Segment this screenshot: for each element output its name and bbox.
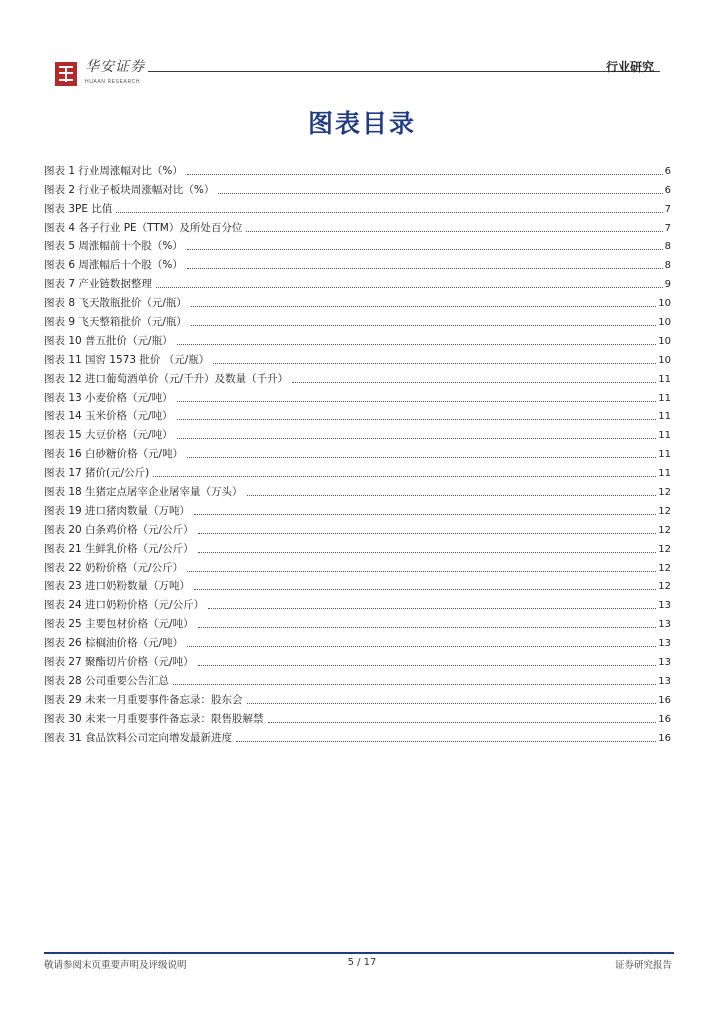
toc-entry[interactable] (44, 480, 671, 499)
toc-leader-dots (268, 722, 657, 723)
toc-entry-page-number[interactable]: 12 (658, 524, 671, 536)
toc-entry-page-number[interactable]: 10 (658, 298, 671, 310)
toc-entry-label[interactable]: 图表 24 进口奶粉价格（元/公斤） (44, 599, 205, 612)
footer-divider (44, 952, 674, 954)
toc-entry-page-number[interactable]: 10 (658, 317, 671, 329)
toc-entry[interactable] (44, 178, 671, 197)
toc-entry[interactable] (44, 386, 671, 405)
toc-leader-dots (187, 646, 656, 647)
toc-entry[interactable] (44, 518, 671, 537)
toc-entry-page-number[interactable]: 11 (658, 430, 671, 442)
toc-entry-page-number[interactable]: 6 (664, 184, 671, 196)
toc-entry-label[interactable]: 图表 28 公司重要公告汇总 (44, 674, 170, 687)
toc-entry[interactable] (44, 593, 671, 612)
page-indicator: 5 / 17 (347, 957, 377, 968)
toc-entry-page-number[interactable]: 12 (658, 505, 671, 517)
toc-entry-label[interactable]: 图表 25 主要包材价格（元/吨） (44, 618, 194, 631)
toc-entry-label[interactable]: 图表 18 生猪定点屠宰企业屠宰量（万头） (44, 486, 243, 499)
toc-entry-page-number[interactable]: 12 (658, 487, 671, 499)
toc-entry-label[interactable]: 图表 29 未来一月重要事件备忘录：股东会 (44, 693, 243, 706)
toc-leader-dots (198, 552, 657, 553)
toc-entry[interactable] (44, 348, 671, 367)
toc-leader-dots (156, 287, 663, 288)
toc-leader-dots (153, 476, 656, 477)
toc-leader-dots (236, 741, 656, 742)
toc-leader-dots (198, 665, 657, 666)
toc-entry-page-number[interactable]: 7 (664, 203, 671, 215)
toc-entry-label[interactable]: 图表 12 进口葡萄酒单价（元/千升）及数量（千升） (44, 372, 289, 385)
toc-entry-page-number[interactable]: 11 (658, 449, 671, 461)
company-logo (55, 59, 145, 91)
toc-leader-dots (177, 438, 657, 439)
toc-entry-page-number[interactable]: 10 (658, 354, 671, 366)
toc-leader-dots (247, 703, 657, 704)
toc-entry[interactable] (44, 669, 671, 688)
toc-entry-page-number[interactable]: 13 (658, 657, 671, 669)
toc-entry-label[interactable]: 图表 27 聚酯切片价格（元/吨） (44, 656, 194, 669)
toc-entry[interactable] (44, 612, 671, 631)
toc-entry[interactable] (44, 556, 671, 575)
toc-entry[interactable] (44, 707, 671, 726)
toc-entry-page-number[interactable]: 8 (664, 260, 671, 272)
toc-entry-label[interactable]: 图表 23 进口奶粉数量（万吨） (44, 580, 191, 593)
toc-entry[interactable] (44, 367, 671, 386)
toc-entry[interactable] (44, 423, 671, 442)
seal-icon (55, 62, 77, 86)
toc-entry[interactable] (44, 650, 671, 669)
toc-leader-dots (177, 344, 657, 345)
toc-entry-page-number[interactable]: 13 (658, 638, 671, 650)
toc-leader-dots (177, 401, 657, 402)
toc-entry[interactable] (44, 405, 671, 424)
toc-entry[interactable] (44, 726, 671, 745)
toc-entry-label[interactable]: 图表 2 行业子板块周涨幅对比（%） (44, 183, 215, 196)
header-section-label: 行业研究 (605, 60, 654, 74)
toc-entry[interactable] (44, 159, 671, 178)
toc-entry-page-number[interactable]: 16 (658, 732, 671, 744)
toc-entry-label[interactable]: 图表 30 未来一月重要事件备忘录：限售股解禁 (44, 712, 264, 725)
toc-entry[interactable] (44, 442, 671, 461)
toc-entry-label[interactable]: 图表 21 生鲜乳价格（元/公斤） (44, 542, 194, 555)
toc-entry[interactable] (44, 235, 671, 254)
toc-entry-page-number[interactable]: 6 (664, 165, 671, 177)
toc-leader-dots (187, 571, 656, 572)
toc-entry-page-number[interactable]: 12 (658, 543, 671, 555)
toc-entry-label[interactable]: 图表 3PE 比值 (44, 202, 113, 215)
toc-entry-label[interactable]: 图表 31 食品饮料公司定向增发最新进度 (44, 731, 233, 744)
toc-entry-label[interactable]: 图表 5 周涨幅前十个股（%） (44, 240, 183, 253)
toc-list (44, 159, 671, 745)
toc-entry[interactable] (44, 253, 671, 272)
toc-entry-page-number[interactable]: 12 (658, 581, 671, 593)
toc-entry-label[interactable]: 图表 16 白砂糖价格（元/吨） (44, 448, 184, 461)
toc-leader-dots (187, 174, 663, 175)
toc-entry-page-number[interactable]: 10 (658, 335, 671, 347)
toc-entry-page-number[interactable]: 11 (658, 468, 671, 480)
toc-entry-label[interactable]: 图表 22 奶粉价格（元/公斤） (44, 561, 184, 574)
logo-english-name: HUAAN RESEARCH (85, 79, 141, 85)
toc-entry-page-number[interactable]: 12 (658, 562, 671, 574)
toc-entry-label[interactable]: 图表 19 进口猪肉数量（万吨） (44, 504, 191, 517)
toc-entry-page-number[interactable]: 16 (658, 713, 671, 725)
toc-entry-page-number[interactable]: 16 (658, 694, 671, 706)
toc-leader-dots (187, 457, 656, 458)
toc-entry-page-number[interactable]: 11 (658, 373, 671, 385)
toc-leader-dots (247, 495, 657, 496)
toc-leader-dots (208, 608, 656, 609)
toc-entry[interactable] (44, 575, 671, 594)
toc-leader-dots (187, 249, 663, 250)
toc-leader-dots (191, 306, 656, 307)
toc-leader-dots (191, 325, 656, 326)
logo-chinese-name: 华安证券 (85, 59, 145, 75)
toc-entry-label[interactable]: 图表 20 白条鸡价格（元/公斤） (44, 523, 194, 536)
toc-leader-dots (218, 193, 662, 194)
toc-leader-dots (198, 627, 657, 628)
footer-disclaimer: 敬请参阅末页重要声明及评级说明 (44, 960, 187, 971)
toc-entry-label[interactable]: 图表 4 各子行业 PE（TTM）及所处百分位 (44, 221, 243, 234)
toc-entry-label[interactable]: 图表 10 普五批价（元/瓶） (44, 334, 173, 347)
toc-entry-label[interactable]: 图表 1 行业周涨幅对比（%） (44, 164, 183, 177)
toc-entry[interactable] (44, 631, 671, 650)
toc-leader-dots (246, 231, 662, 232)
toc-entry-label[interactable]: 图表 9 飞天整箱批价（元/瓶） (44, 316, 187, 329)
toc-leader-dots (173, 684, 656, 685)
toc-entry[interactable] (44, 272, 671, 291)
toc-title: 图表目录 (307, 109, 416, 138)
toc-leader-dots (194, 514, 656, 515)
toc-leader-dots (198, 533, 657, 534)
toc-entry-label[interactable]: 图表 15 大豆价格（元/吨） (44, 429, 173, 442)
toc-entry-label[interactable]: 图表 7 产业链数据整理 (44, 278, 152, 291)
toc-entry[interactable] (44, 310, 671, 329)
toc-entry[interactable] (44, 329, 671, 348)
toc-entry-page-number[interactable]: 7 (664, 222, 671, 234)
toc-leader-dots (213, 363, 656, 364)
toc-entry[interactable] (44, 499, 671, 518)
toc-entry-label[interactable]: 图表 17 猪价(元/公斤) (44, 467, 150, 480)
toc-entry[interactable] (44, 197, 671, 216)
toc-entry-label[interactable]: 图表 13 小麦价格（元/吨） (44, 391, 173, 404)
header-divider (148, 71, 660, 72)
toc-entry-page-number[interactable]: 9 (664, 279, 671, 291)
toc-entry[interactable] (44, 688, 671, 707)
footer-report-type: 证券研究报告 (614, 960, 672, 971)
toc-leader-dots (292, 382, 656, 383)
toc-entry-page-number[interactable]: 13 (658, 619, 671, 631)
toc-entry[interactable] (44, 537, 671, 556)
toc-leader-dots (116, 212, 662, 213)
toc-leader-dots (194, 589, 656, 590)
toc-entry-page-number[interactable]: 11 (658, 392, 671, 404)
toc-leader-dots (177, 419, 657, 420)
toc-entry-page-number[interactable]: 8 (664, 241, 671, 253)
toc-entry-label[interactable]: 图表 26 棕榈油价格（元/吨） (44, 637, 184, 650)
toc-entry-label[interactable]: 图表 14 玉米价格（元/吨） (44, 410, 173, 423)
toc-entry-label[interactable]: 图表 6 周涨幅后十个股（%） (44, 259, 183, 272)
toc-entry[interactable] (44, 216, 671, 235)
toc-entry[interactable] (44, 291, 671, 310)
toc-entry-label[interactable]: 图表 11 国窖 1573 批价 （元/瓶） (44, 353, 210, 366)
toc-entry-label[interactable]: 图表 8 飞天散瓶批价（元/瓶） (44, 297, 187, 310)
toc-entry-page-number[interactable]: 13 (658, 675, 671, 687)
toc-leader-dots (187, 268, 663, 269)
toc-entry-page-number[interactable]: 13 (658, 600, 671, 612)
toc-entry-page-number[interactable]: 11 (658, 411, 671, 423)
toc-entry[interactable] (44, 461, 671, 480)
